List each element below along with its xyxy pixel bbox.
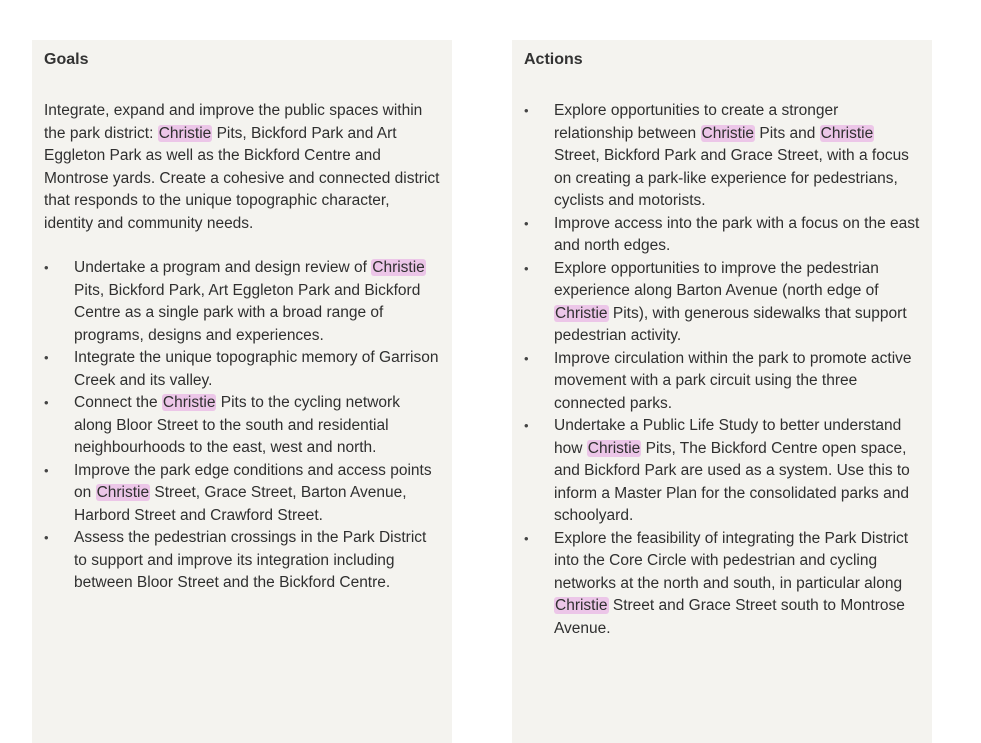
goals-intro <box>44 100 440 235</box>
list-item <box>44 527 440 595</box>
text-segment: Explore opportunities to improve the pedestrian experience along Barton Avenue (north edge of <box>554 259 879 299</box>
bullet-icon: • <box>524 418 529 433</box>
bullet-icon: • <box>44 260 49 275</box>
actions-panel <box>512 40 932 743</box>
highlighted-term: Christie <box>820 124 874 142</box>
list-item <box>524 528 920 641</box>
text-segment: Street, Bickford Park and Grace Street, with a focus on creating a park-like experience for pedestrians, cyclists and motorists. <box>554 147 909 209</box>
goals-panel <box>32 40 452 743</box>
list-item <box>524 348 920 416</box>
text-segment: Integrate, expand and improve the public spaces within the park district: <box>44 102 423 142</box>
text-segment: Pits, The Bickford Centre open space, and Bickford Park are used as a system. Use this to inform a Master Plan for the consolidated parks and schoolyard. <box>554 439 910 524</box>
list-item <box>44 257 440 347</box>
highlighted-term: Christie <box>158 124 212 142</box>
list-item <box>44 347 440 392</box>
text-segment: Connect the <box>74 394 162 411</box>
text-segment: Street and Grace Street south to Montrose Avenue. <box>554 597 905 637</box>
text-segment: Pits, Bickford Park and Art Eggleton Park as well as the Bickford Centre and Montrose yards. Create a cohesive and connected district that responds to the unique topographic character, identity and community needs. <box>44 124 440 232</box>
text-segment: Pits, Bickford Park, Art Eggleton Park and Bickford Centre as a single park with a broad range of programs, designs and experiences. <box>74 281 421 344</box>
highlighted-term: Christie <box>587 439 641 457</box>
bullet-icon: • <box>524 530 529 546</box>
highlighted-term: Christie <box>555 597 608 614</box>
goals-heading: Goals <box>44 51 89 68</box>
actions-list <box>524 100 920 640</box>
bullet-icon: • <box>524 103 529 118</box>
list-item <box>44 460 440 528</box>
list-item <box>524 100 920 213</box>
list-item <box>44 392 440 460</box>
bullet-icon: • <box>524 260 529 276</box>
text-segment: Explore the feasibility of integrating the Park District into the Core Circle with pedestrian and cycling networks at the north and south, in particular along <box>554 529 909 592</box>
text-segment: Improve the park edge conditions and access points on <box>74 461 432 501</box>
actions-heading: Actions <box>524 51 583 68</box>
bullet-icon: • <box>524 215 529 231</box>
goals-list <box>44 257 440 595</box>
text-segment: Improve access into the park with a focus on the east and north edges. <box>554 214 920 254</box>
bullet-icon: • <box>44 530 49 545</box>
text-segment: Improve circulation within the park to promote active movement with a park circuit using the three connected parks. <box>554 349 912 412</box>
text-segment: Pits), with generous sidewalks that support pedestrian activity. <box>554 304 907 344</box>
highlighted-term: Christie <box>701 124 755 142</box>
list-item <box>524 213 920 258</box>
text-segment: Street, Grace Street, Barton Avenue, Harbord Street and Crawford Street. <box>74 484 407 524</box>
highlighted-term: Christie <box>372 259 425 276</box>
highlighted-term: Christie <box>555 304 608 322</box>
highlighted-term: Christie <box>96 484 150 501</box>
text-segment: Pits to the cycling network along Bloor Street to the south and residential neighbourhoods to the east, west and north. <box>74 394 400 456</box>
bullet-icon: • <box>44 462 49 478</box>
bullet-icon: • <box>44 350 49 365</box>
bullet-icon: • <box>524 350 529 366</box>
text-segment: Undertake a program and design review of <box>74 259 372 276</box>
text-segment: Undertake a Public Life Study to better understand how <box>554 417 902 457</box>
text-segment: Explore opportunities to create a stronger relationship between <box>554 102 839 142</box>
bullet-icon: • <box>44 395 49 410</box>
text-segment: Integrate the unique topographic memory of Garrison Creek and its valley. <box>74 349 439 389</box>
list-item <box>524 258 920 348</box>
text-segment: Assess the pedestrian crossings in the Park District to support and improve its integration including between Bloor Street and the Bickford Centre. <box>74 529 427 591</box>
list-item <box>524 415 920 528</box>
text-segment: Pits and <box>755 124 820 142</box>
highlighted-term: Christie <box>162 394 216 411</box>
